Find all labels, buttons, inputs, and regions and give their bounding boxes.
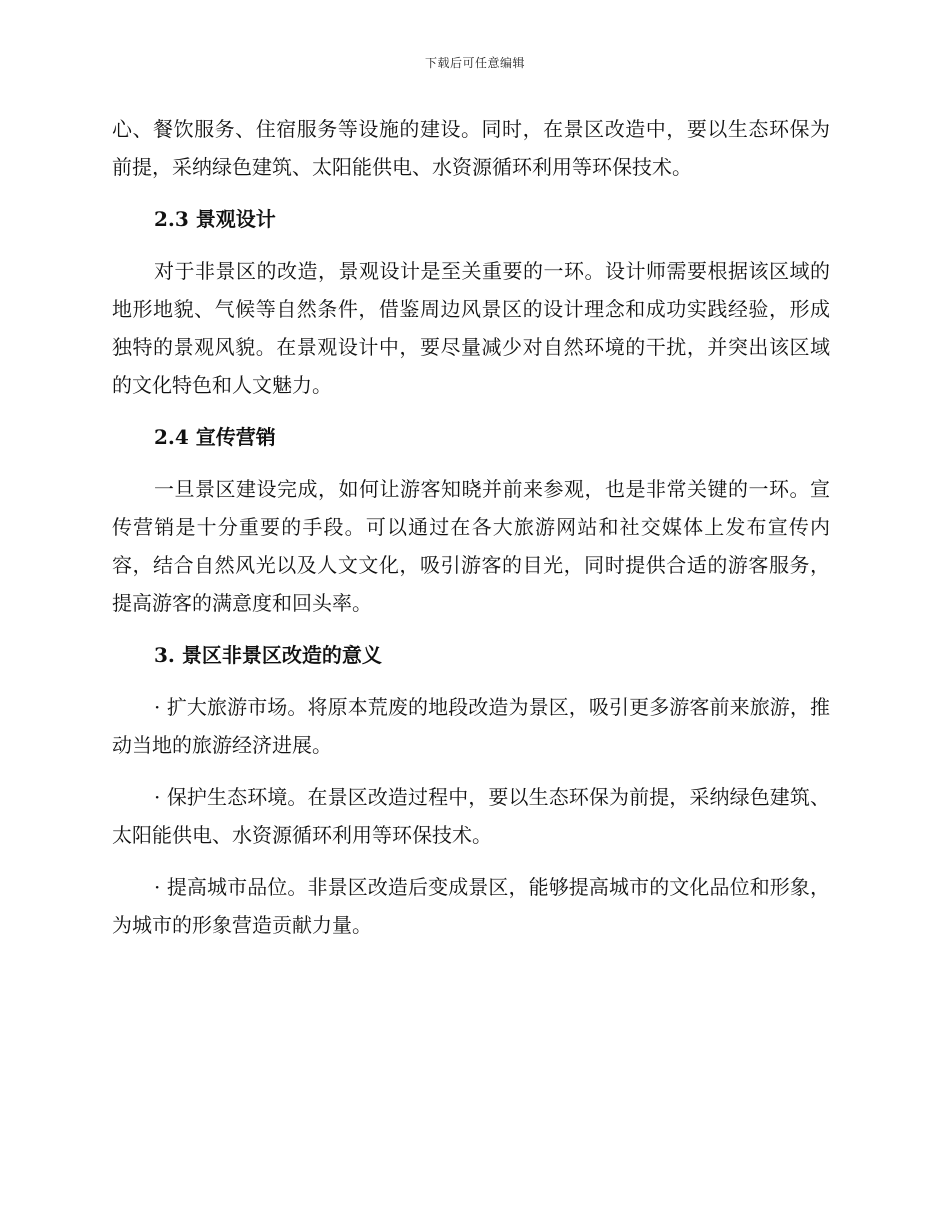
paragraph-intro: 心、餐饮服务、住宿服务等设施的建设。同时，在景区改造中，要以生态环保为前提，采纳绿色建筑、太阳能供电、水资源循环利用等环保技术。: [112, 117, 830, 179]
paragraph-marketing: 一旦景区建设完成，如何让游客知晓并前来参观，也是非常关键的一环。宣传营销是十分重要的手段。可以通过在各大旅游网站和社交媒体上发布宣传内容，结合自然风光以及人文文化，吸引游客的目光，同时提供合适的游客服务，提高游客的满意度和回头率。: [112, 477, 830, 615]
section-heading-2-4: 2.4 宣传营销: [154, 425, 276, 449]
page-header-note: 下载后可任意编辑: [424, 56, 525, 70]
section-heading-3: 3. 景区非景区改造的意义: [154, 643, 382, 667]
section-heading-2-3: 2.3 景观设计: [154, 207, 276, 231]
bullet-protect-ecology: · 保护生态环境。在景区改造过程中，要以生态环保为前提，采纳绿色建筑、太阳能供电、水资源循环利用等环保技术。: [112, 785, 830, 847]
document-body: [112, 110, 830, 958]
paragraph-landscape-design: 对于非景区的改造，景观设计是至关重要的一环。设计师需要根据该区域的地形地貌、气候等自然条件，借鉴周边风景区的设计理念和成功实践经验，形成独特的景观风貌。在景观设计中，要尽量减少对自然环境的干扰，并突出该区域的文化特色和人文魅力。: [112, 259, 830, 397]
bullet-expand-tourism-market: · 扩大旅游市场。将原本荒废的地段改造为景区，吸引更多游客前来旅游，推动当地的旅游经济进展。: [112, 695, 830, 757]
bullet-raise-city-image: · 提高城市品位。非景区改造后变成景区，能够提高城市的文化品位和形象，为城市的形象营造贡献力量。: [112, 875, 830, 937]
